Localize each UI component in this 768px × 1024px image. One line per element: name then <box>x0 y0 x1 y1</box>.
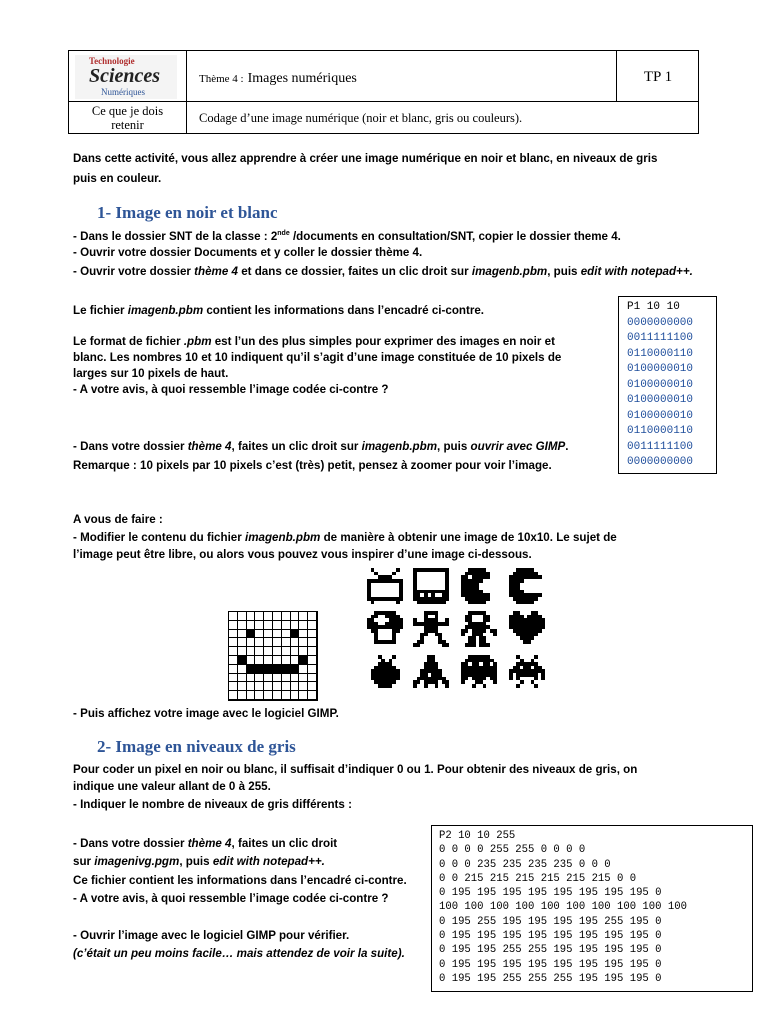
s2-line4: - Dans votre dossier thème 4, faites un clic droit <box>73 837 338 850</box>
grid-cell <box>291 630 300 639</box>
grid-cell <box>273 638 282 647</box>
sprite-pixel <box>520 579 524 583</box>
grid-cell <box>291 647 300 656</box>
sprite-pixel <box>483 629 487 633</box>
grid-cell <box>282 612 291 621</box>
sprite-pixel <box>541 625 545 629</box>
pbm-row: 0000000000 <box>627 316 694 329</box>
s1-remark: Remarque : 10 pixels par 10 pixels c’est (très) petit, pensez à zoomer pour voir l’image. <box>73 459 552 472</box>
sprite-pixel <box>531 636 535 640</box>
grid-cell <box>229 674 238 683</box>
grid-cell <box>229 612 238 621</box>
grid-cell <box>282 674 291 683</box>
grid-cell <box>299 647 308 656</box>
sprite-pixel <box>483 600 487 604</box>
pbm-row: 0110000110 <box>627 347 694 360</box>
sprite-pixel <box>541 677 545 681</box>
sprite-pixel <box>392 572 396 576</box>
grid-cell <box>264 647 273 656</box>
sprite-pixel <box>392 680 396 684</box>
sprite-pixel <box>483 684 487 688</box>
grid-cell <box>238 647 247 656</box>
sprite-pixel <box>442 600 446 604</box>
sprite-pixel <box>374 615 378 619</box>
pbm-row: 0000000000 <box>627 456 694 468</box>
sprite-pixel <box>396 629 400 633</box>
left-label-line1: Ce que je dois <box>91 104 164 118</box>
grid-cell <box>299 612 308 621</box>
grid-cell <box>247 638 256 647</box>
smiley-pixel-grid <box>228 611 318 701</box>
s1-format-line3: larges sur 10 pixels de haut. <box>73 367 229 380</box>
pgm-row: 0 195 195 195 195 195 195 195 195 0 <box>439 887 662 900</box>
grid-cell <box>247 656 256 665</box>
theme-prefix: Thème 4 : <box>199 73 244 85</box>
grid-cell <box>299 691 308 700</box>
logo <box>75 55 177 99</box>
grid-cell <box>308 647 317 656</box>
grid-cell <box>247 621 256 630</box>
intro-line1: Dans cette activité, vous allez apprendre à créer une image numérique en noir et blanc, en niveaux de gris <box>73 152 658 165</box>
section1-title: 1- Image en noir et blanc <box>97 203 278 222</box>
s1-bullet1: - Dans le dossier SNT de la classe : 2nde /documents en consultation/SNT, copier le dossier theme 4. <box>73 229 621 243</box>
s2-line7: - A votre avis, à quoi ressemble l’image codée ci-contre ? <box>73 892 389 905</box>
sprite-pixel <box>538 629 542 633</box>
grid-cell <box>291 665 300 674</box>
sprite-pixel <box>534 677 538 681</box>
logo-word-1: Technologie <box>89 56 135 66</box>
grid-cell <box>264 656 273 665</box>
sprite-pixel <box>396 600 400 604</box>
sprite-pixel <box>538 593 542 597</box>
grid-cell <box>247 647 256 656</box>
grid-cell <box>264 621 273 630</box>
grid-cell <box>238 638 247 647</box>
grid-cell <box>308 612 317 621</box>
grid-cell <box>238 691 247 700</box>
grid-cell <box>299 665 308 674</box>
space-invader-icon <box>509 655 545 691</box>
header-table <box>68 50 699 134</box>
grid-cell <box>291 612 300 621</box>
grid-cell <box>247 691 256 700</box>
sprite-pixel <box>534 655 538 659</box>
grid-cell <box>229 656 238 665</box>
grid-cell <box>273 691 282 700</box>
sprite-pixel <box>538 575 542 579</box>
grid-cell <box>299 621 308 630</box>
grid-cell <box>264 638 273 647</box>
grid-cell <box>273 647 282 656</box>
s1-question: - A votre avis, à quoi ressemble l’image codée ci-contre ? <box>73 383 389 396</box>
rocket-icon <box>413 655 449 691</box>
grid-cell <box>308 665 317 674</box>
grid-cell <box>238 682 247 691</box>
grid-cell <box>238 630 247 639</box>
grid-cell <box>273 656 282 665</box>
left-label <box>69 104 186 132</box>
bomb-icon <box>367 655 403 691</box>
grid-cell <box>229 621 238 630</box>
grid-cell <box>308 630 317 639</box>
grid-cell <box>282 621 291 630</box>
pbm-header-line: P1 10 10 <box>627 301 680 313</box>
intro-line2: puis en couleur. <box>73 172 162 185</box>
pbm-code-box <box>618 296 717 474</box>
sprite-pixel <box>509 677 513 681</box>
theme-name: Images numériques <box>247 71 357 86</box>
grid-cell <box>273 674 282 683</box>
section2-title: 2- Image en niveaux de gris <box>97 737 296 756</box>
grid-cell <box>273 682 282 691</box>
grid-cell <box>291 638 300 647</box>
grid-cell <box>291 674 300 683</box>
s1-format-line2: blanc. Les nombres 10 et 10 indiquent qu’il s’agit d’une image constituée de 10 pixels de <box>73 351 562 364</box>
sprite-pixel <box>465 677 469 681</box>
logo-word-2: Sciences <box>89 65 161 87</box>
pbm-row: 0110000110 <box>627 425 694 437</box>
grid-cell <box>291 656 300 665</box>
s1-gimp-display: - Puis affichez votre image avec le logiciel GIMP. <box>73 707 339 720</box>
sprite-pixel <box>424 633 428 637</box>
sprite-pixel <box>534 684 538 688</box>
sprite-pixel <box>534 597 538 601</box>
sprite-pixel <box>445 622 449 626</box>
sprite-pixel <box>396 677 400 681</box>
grid-cell <box>255 638 264 647</box>
theme-title <box>199 69 357 87</box>
robot-icon <box>413 611 449 647</box>
grid-cell <box>282 682 291 691</box>
sprite-pixel <box>486 575 490 579</box>
ghost-icon <box>461 655 497 691</box>
pgm-code-box <box>431 825 753 992</box>
grid-cell <box>229 691 238 700</box>
logo-word-3: Numériques <box>101 87 145 97</box>
sprite-pixel <box>389 684 393 688</box>
grid-cell <box>247 674 256 683</box>
s1-modify-line2: l’image peut être libre, ou alors vous pouvez vous inspirer d’une image ci-dessous. <box>73 548 532 561</box>
s2-line8: - Ouvrir l’image avec le logiciel GIMP pour vérifier. <box>73 929 350 942</box>
sprite-pixel <box>396 568 400 572</box>
sprite-pixel <box>465 629 469 633</box>
s1-todo-heading: A vous de faire : <box>73 513 163 526</box>
sprite-pixel <box>392 655 396 659</box>
sprite-pixel <box>413 684 417 688</box>
grid-cell <box>238 656 247 665</box>
grid-cell <box>255 665 264 674</box>
pgm-row: 0 195 255 195 195 195 195 255 195 0 <box>439 915 662 928</box>
sprite-pixel <box>472 684 476 688</box>
grid-cell <box>229 682 238 691</box>
sprite-pixel <box>520 680 524 684</box>
sprite-pixel <box>461 633 465 637</box>
grid-cell <box>255 656 264 665</box>
grid-cell <box>229 630 238 639</box>
grid-cell <box>255 674 264 683</box>
grid-cell <box>299 656 308 665</box>
pgm-row: 0 0 0 235 235 235 235 0 0 0 <box>439 858 611 871</box>
grid-cell <box>264 691 273 700</box>
grid-cell <box>282 665 291 674</box>
grid-cell <box>229 647 238 656</box>
grid-cell <box>282 638 291 647</box>
handheld-icon <box>413 568 449 604</box>
grid-cell <box>308 682 317 691</box>
sprite-pixel <box>493 680 497 684</box>
sprite-pixel <box>461 680 465 684</box>
grid-cell <box>247 612 256 621</box>
grid-cell <box>273 612 282 621</box>
grid-cell <box>299 674 308 683</box>
grid-cell <box>238 621 247 630</box>
grid-cell <box>273 621 282 630</box>
mushroom-icon <box>367 611 403 647</box>
s2-line9: (c’était un peu moins facile… mais attendez de voir la suite). <box>73 947 405 960</box>
sprite-pixel <box>472 643 476 647</box>
grid-cell <box>238 665 247 674</box>
sprite-pixel <box>424 684 428 688</box>
grid-cell <box>299 638 308 647</box>
tv-icon <box>367 568 403 604</box>
sprite-pixel <box>399 625 403 629</box>
s2-line3: - Indiquer le nombre de niveaux de gris différents : <box>73 798 352 811</box>
pgm-row: 0 195 195 195 195 195 195 195 195 0 <box>439 958 662 971</box>
sprite-pixel <box>493 633 497 637</box>
grid-cell <box>255 630 264 639</box>
grid-cell <box>229 638 238 647</box>
sprite-pixel <box>483 677 487 681</box>
grid-cell <box>255 647 264 656</box>
pbm-row: 0011111100 <box>627 440 694 453</box>
grid-cell <box>264 612 273 621</box>
grid-cell <box>308 674 317 683</box>
s1-gimp-open: - Dans votre dossier thème 4, faites un clic droit sur imagenb.pbm, puis ouvrir avec GIMP. <box>73 440 569 453</box>
astronaut-icon <box>461 611 497 647</box>
grid-cell <box>264 682 273 691</box>
grid-cell <box>255 612 264 621</box>
pbm-row: 0100000010 <box>627 378 694 391</box>
grid-cell <box>282 691 291 700</box>
grid-cell <box>247 630 256 639</box>
pgm-header-line: P2 10 10 255 <box>439 830 516 842</box>
grid-cell <box>299 682 308 691</box>
sprite-pixel <box>399 597 403 601</box>
sprite-pixel <box>420 640 424 644</box>
grid-cell <box>238 674 247 683</box>
grid-cell <box>264 665 273 674</box>
grid-cell <box>255 682 264 691</box>
pgm-row: 100 100 100 100 100 100 100 100 100 100 <box>439 901 687 914</box>
sprite-pixel <box>371 600 375 604</box>
grid-cell <box>308 638 317 647</box>
grid-cell <box>247 665 256 674</box>
grid-cell <box>291 691 300 700</box>
tp-label: TP 1 <box>643 69 673 85</box>
s2-line6: Ce fichier contient les informations dans l’encadré ci-contre. <box>73 874 407 887</box>
grid-cell <box>238 612 247 621</box>
sprite-pixel <box>445 684 449 688</box>
s1-file-info: Le fichier imagenb.pbm contient les informations dans l’encadré ci-contre. <box>73 304 485 317</box>
grid-cell <box>308 621 317 630</box>
pgm-row: 0 0 215 215 215 215 215 215 0 0 <box>439 872 637 885</box>
grid-cell <box>299 630 308 639</box>
grid-cell <box>282 647 291 656</box>
left-label-line2: retenir <box>111 118 144 132</box>
pacman-icon <box>461 568 497 604</box>
grid-cell <box>264 674 273 683</box>
pbm-row: 0100000010 <box>627 363 694 375</box>
sprite-pixel <box>479 579 483 583</box>
pbm-row: 0011111100 <box>627 332 694 344</box>
sprite-pixel <box>486 618 490 622</box>
s2-line2: indique une valeur allant de 0 à 255. <box>73 780 271 793</box>
grid-cell <box>273 665 282 674</box>
s1-format-line1: Le format de fichier .pbm est l’un des plus simples pour exprimer des images en noir et <box>73 335 555 348</box>
sprite-pixel <box>486 597 490 601</box>
grid-cell <box>308 691 317 700</box>
sprite-pixel <box>417 680 421 684</box>
sprite-pixel <box>486 643 490 647</box>
grid-cell <box>264 630 273 639</box>
sprite-pixel <box>527 640 531 644</box>
sprite-pixel <box>516 684 520 688</box>
heart-icon <box>509 611 545 647</box>
sprite-pixel <box>445 597 449 601</box>
pgm-row: 0 195 195 195 195 195 195 195 195 0 <box>439 930 662 943</box>
grid-cell <box>282 630 291 639</box>
sprite-pixel <box>534 633 538 637</box>
s1-modify-line1: - Modifier le contenu du fichier imagenb.pbm de manière à obtenir une image de 10x10. Le sujet de <box>73 531 617 544</box>
header-subtitle: Codage d’une image numérique (noir et blanc, gris ou couleurs). <box>199 111 523 125</box>
s2-line5: sur imagenivg.pgm, puis edit with notepad++. <box>73 855 325 868</box>
s2-line1: Pour coder un pixel en noir ou blanc, il suffisait d’indiquer 0 ou 1. Pour obtenir des niveaux de gris, on <box>73 763 638 776</box>
grid-cell <box>282 656 291 665</box>
sprite-pixel <box>445 643 449 647</box>
pbm-row: 0100000010 <box>627 394 694 406</box>
sprite-pixel <box>417 643 421 647</box>
sprite-pixel <box>531 600 535 604</box>
grid-cell <box>291 621 300 630</box>
pgm-row: 0 0 0 0 255 255 0 0 0 0 <box>439 844 586 857</box>
grid-cell <box>291 682 300 691</box>
grid-cell <box>255 621 264 630</box>
pacman-open-icon <box>509 568 545 604</box>
grid-cell <box>273 630 282 639</box>
pgm-row: 0 195 195 255 255 195 195 195 195 0 <box>439 944 662 957</box>
pbm-row: 0100000010 <box>627 409 694 422</box>
grid-cell <box>247 682 256 691</box>
grid-cell <box>229 665 238 674</box>
pgm-row: 0 195 195 255 255 255 195 195 195 0 <box>439 972 662 985</box>
sprite-pixel <box>392 640 396 644</box>
grid-cell <box>308 656 317 665</box>
s1-bullet2: - Ouvrir votre dossier Documents et y coller le dossier thème 4. <box>73 246 423 259</box>
s1-bullet3: - Ouvrir votre dossier thème 4 et dans ce dossier, faites un clic droit sur imagenb.pbm, puis edit with notepad++. <box>73 265 693 278</box>
sprite-pixel <box>435 684 439 688</box>
grid-cell <box>255 691 264 700</box>
